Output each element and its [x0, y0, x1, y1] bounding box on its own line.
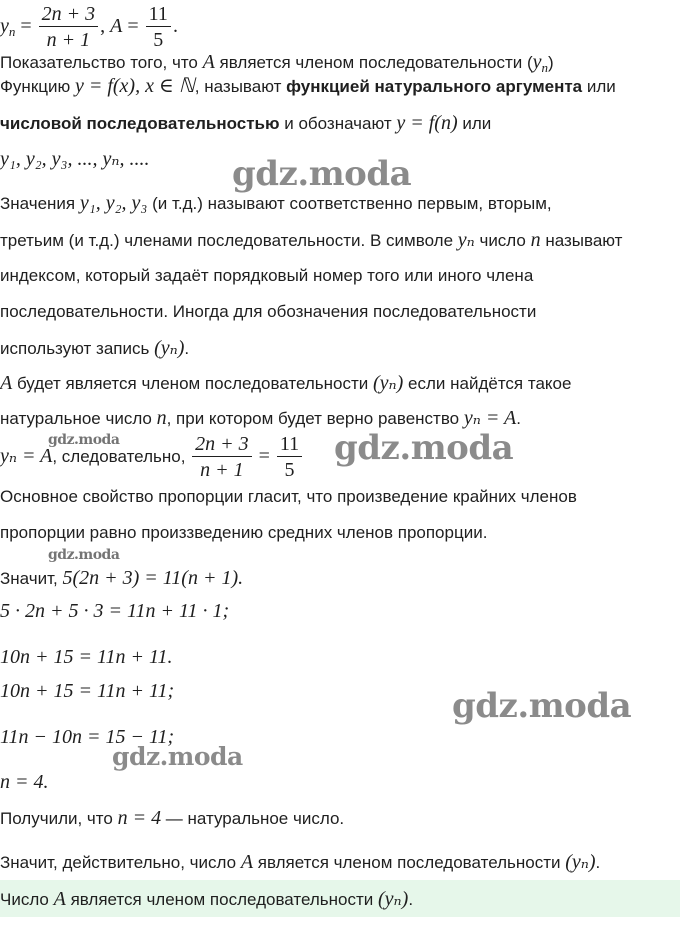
definition-line-1: Функцию y = f(x), x ∈ ℕ, называют функцией натурального аргумента или: [0, 75, 616, 97]
sequence-notation: y₁, y₂, y₃, ..., yₙ, ....: [0, 148, 150, 170]
watermark: gdz.moda: [452, 686, 632, 726]
definition-line-2: числовой последовательностью и обозначают y = f(n) или: [0, 112, 492, 134]
watermark: gdz.moda: [112, 742, 243, 771]
explain-line-1: Значения y₁, y₂, y₃ (и т.д.) называют соответственно первым, вторым,: [0, 192, 552, 214]
watermark: gdz.moda: [334, 428, 514, 468]
property-line-1: Основное свойство пропорции гласит, что произведение крайних членов: [0, 487, 577, 506]
solution-line-7: Получили, что n = 4 — натуральное число.: [0, 807, 345, 829]
solution-line-8: Значит, действительно, число A является членом последовательности (yₙ).: [0, 851, 601, 873]
condition-line-1: A будет является членом последовательности (yₙ) если найдётся такое: [0, 372, 572, 394]
task-statement: Показательство того, что A является членом последовательности $(y_n)$: [0, 51, 554, 75]
a-fraction: $\frac{11}{5}$: [146, 2, 171, 53]
step1-equation: yₙ = A, следовательно, $\frac{2n + 3}{n + 1}$ = $\frac{11}{5}$: [0, 432, 304, 483]
property-line-2: пропорции равно произзведению средних членов пропорции.: [0, 523, 488, 542]
explain-line-4: последовательности. Иногда для обозначения последовательности: [0, 302, 537, 321]
watermark: gdz.moda: [48, 547, 120, 563]
step1-left-fraction: $\frac{2n + 3}{n + 1}$: [192, 432, 252, 483]
explain-line-5: используют запись (yₙ).: [0, 337, 190, 359]
given-fraction: $\frac{2n + 3}{n + 1}$: [39, 2, 99, 53]
watermark: gdz.moda: [48, 432, 120, 448]
solution-line-1: Значит, 5(2n + 3) = 11(n + 1).: [0, 567, 244, 589]
solution-line-5: 11n − 10n = 15 − 11;: [0, 726, 175, 748]
watermark: gdz.moda: [232, 154, 412, 194]
solution-line-4: 10n + 15 = 11n + 11;: [0, 680, 175, 702]
given-formula: $y_n$ = $\frac{2n + 3}{n + 1}$ , A = $\frac{11}{5}$ .: [0, 3, 178, 51]
answer-text: Число A является членом последовательности (yₙ).: [0, 888, 414, 910]
answer-box: [0, 880, 680, 917]
yn-symbol: $y_n$: [0, 14, 16, 39]
condition-line-2: натуральное число n, при котором будет верно равенство yₙ = A.: [0, 407, 521, 429]
explain-line-3: индексом, который задаёт порядковый номер того или иного члена: [0, 266, 534, 285]
solution-line-2: 5 · 2n + 5 · 3 = 11n + 11 · 1;: [0, 600, 230, 622]
step1-right-fraction: $\frac{11}{5}$: [277, 432, 302, 483]
explain-line-2: третьим (и т.д.) членами последовательности. В символе yₙ число n называют: [0, 229, 623, 251]
solution-line-6: n = 4.: [0, 771, 49, 793]
solution-line-3: 10n + 15 = 11n + 11.: [0, 646, 173, 668]
